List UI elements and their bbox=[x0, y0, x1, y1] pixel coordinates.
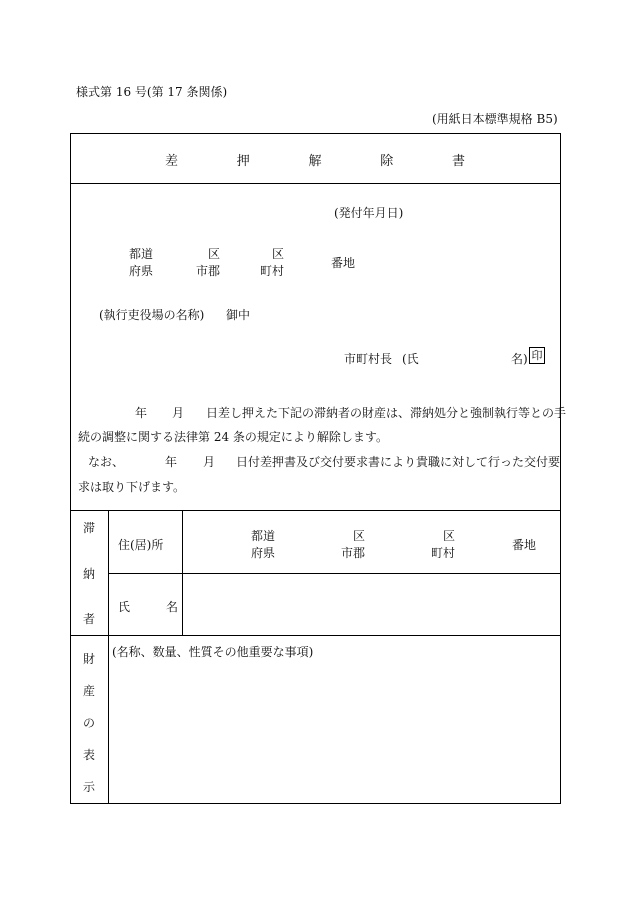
address-prefecture: 都道 府県 bbox=[129, 247, 154, 278]
body-year-1: 年 bbox=[135, 406, 148, 420]
body-line-4: 求は取り下げます。 bbox=[78, 480, 186, 494]
address-town: 区 町村 bbox=[260, 247, 285, 278]
address-city: 区 市郡 bbox=[196, 247, 221, 278]
body-line-3-start: なお、 bbox=[88, 455, 125, 469]
body-year-2: 年 bbox=[165, 455, 178, 469]
title-char: 書 bbox=[451, 154, 465, 169]
title-char: 解 bbox=[308, 154, 322, 169]
address-row-divider bbox=[108, 573, 561, 574]
frame-bottom bbox=[70, 803, 561, 804]
sender-name-open: (氏 bbox=[402, 352, 419, 366]
title-char: 除 bbox=[380, 154, 394, 169]
body-divider bbox=[70, 510, 561, 511]
address-label: 住(居)所 bbox=[118, 538, 164, 552]
table-address-city: 区 市郡 bbox=[341, 529, 366, 560]
sender-mayor: 市町村長 bbox=[344, 352, 393, 366]
frame-top bbox=[70, 133, 561, 134]
sender-name-close: 名) bbox=[511, 352, 528, 366]
property-label: 財 産 の 表 示 bbox=[82, 652, 95, 794]
property-divider bbox=[70, 635, 561, 636]
title-char: 差 bbox=[165, 154, 179, 169]
delinquent-label: 滞 納 者 bbox=[82, 521, 95, 626]
paper-size: (用紙日本標準規格 B5) bbox=[432, 112, 558, 126]
property-note: (名称、数量、性質その他重要な事項) bbox=[112, 645, 314, 659]
body-line-1: 日差し押えた下記の滞納者の財産は、滞納処分と強制執行等との手 bbox=[206, 406, 567, 420]
form-number: 様式第 16 号(第 17 条関係) bbox=[76, 85, 228, 99]
table-address-banchi: 番地 bbox=[512, 538, 537, 552]
body-month-2: 月 bbox=[203, 455, 216, 469]
address-banchi: 番地 bbox=[331, 256, 356, 270]
label-col-divider bbox=[108, 510, 109, 804]
frame-right bbox=[560, 133, 561, 804]
document-title bbox=[165, 150, 465, 169]
gochu: 御中 bbox=[226, 308, 251, 322]
title-divider bbox=[70, 183, 561, 184]
title-char: 押 bbox=[236, 154, 250, 169]
body-line-2: 続の調整に関する法律第 24 条の規定により解除します。 bbox=[78, 430, 388, 444]
table-address-prefecture: 都道 府県 bbox=[251, 529, 276, 560]
recipient-office: (執行吏役場の名称) bbox=[99, 308, 205, 322]
issue-date: (発付年月日) bbox=[334, 206, 404, 220]
name-label-2: 名 bbox=[166, 600, 179, 614]
body-line-3: 日付差押書及び交付要求書により貴職に対して行った交付要 bbox=[236, 455, 561, 469]
body-month-1: 月 bbox=[172, 406, 185, 420]
seal-stamp: 印 bbox=[529, 347, 545, 364]
name-label-1: 氏 bbox=[118, 600, 131, 614]
field-col-divider bbox=[182, 510, 183, 636]
table-address-town: 区 町村 bbox=[431, 529, 456, 560]
